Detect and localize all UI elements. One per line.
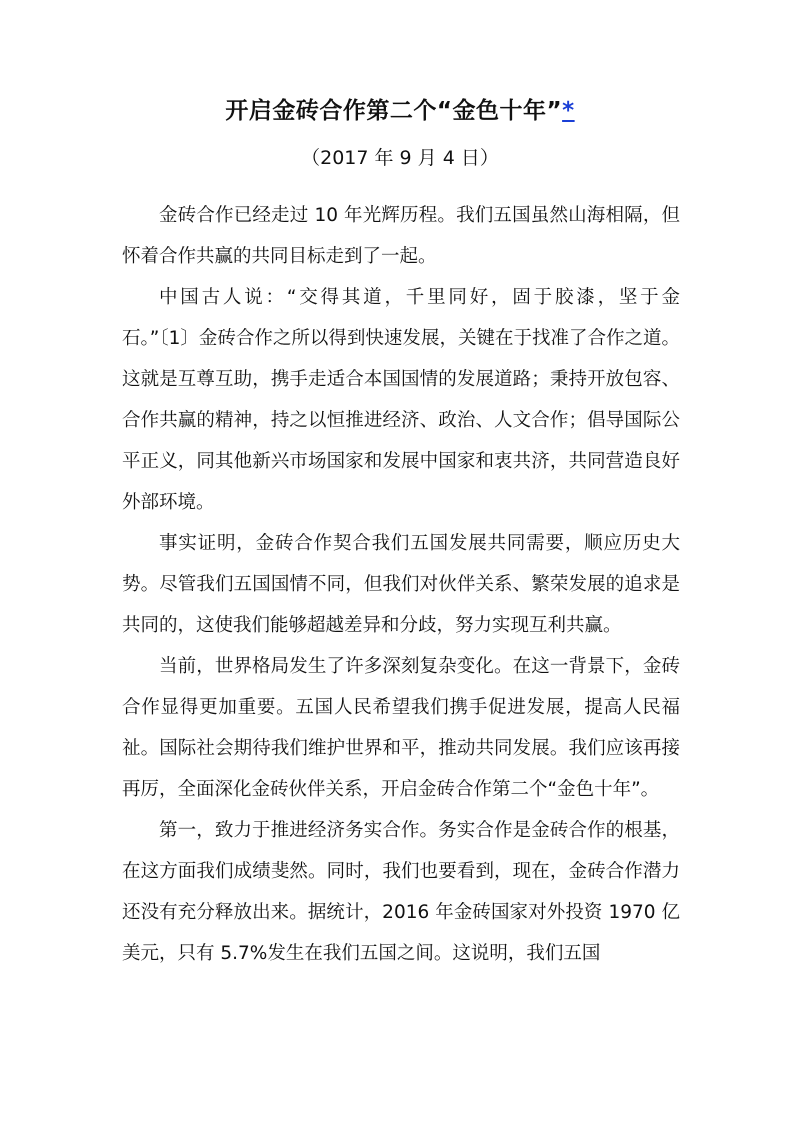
- paragraph-5: 第一，致力于推进经济务实合作。务实合作是金砖合作的根基，在这方面我们成绩斐然。同时，我们也要看到，现在，金砖合作潜力还没有充分释放出来。据统计，2016 年金砖国家对外投资 1970 亿美元，只有 5.7%发生在我们五国之间。这说明，我们五国: [122, 820, 680, 964]
- title-text: 开启金砖合作第二个“金色十年”: [225, 98, 563, 124]
- document-body: [122, 195, 680, 974]
- document-title: [0, 94, 800, 128]
- document-date: （2017 年 9 月 4 日）: [301, 147, 499, 169]
- paragraph-3: 事实证明，金砖合作契合我们五国发展共同需要，顺应历史大势。尽管我们五国国情不同，但我们对伙伴关系、繁荣发展的追求是共同的，这使我们能够超越差异和分歧，努力实现互利共赢。: [122, 533, 680, 636]
- paragraph-4: 当前，世界格局发生了许多深刻复杂变化。在这一背景下，金砖合作显得更加重要。五国人民希望我们携手促进发展，提高人民福祉。国际社会期待我们维护世界和平，推动共同发展。我们应该再接再厉，全面深化金砖伙伴关系，开启金砖合作第二个“金色十年”。: [122, 656, 680, 800]
- title-footnote-link[interactable]: *: [562, 98, 575, 124]
- paragraph-2: 中国古人说：“交得其道，千里同好，固于胶漆，坚于金石。”〔1〕金砖合作之所以得到快速发展，关键在于找准了合作之道。这就是互尊互助，携手走适合本国国情的发展道路；秉持开放包容、合作共赢的精神，持之以恒推进经济、政治、人文合作；倡导国际公平正义，同其他新兴市场国家和发展中国家和衷共济，共同营造良好外部环境。: [122, 287, 680, 513]
- paragraph-1: 金砖合作已经走过 10 年光辉历程。我们五国虽然山海相隔，但怀着合作共赢的共同目标走到了一起。: [122, 205, 680, 267]
